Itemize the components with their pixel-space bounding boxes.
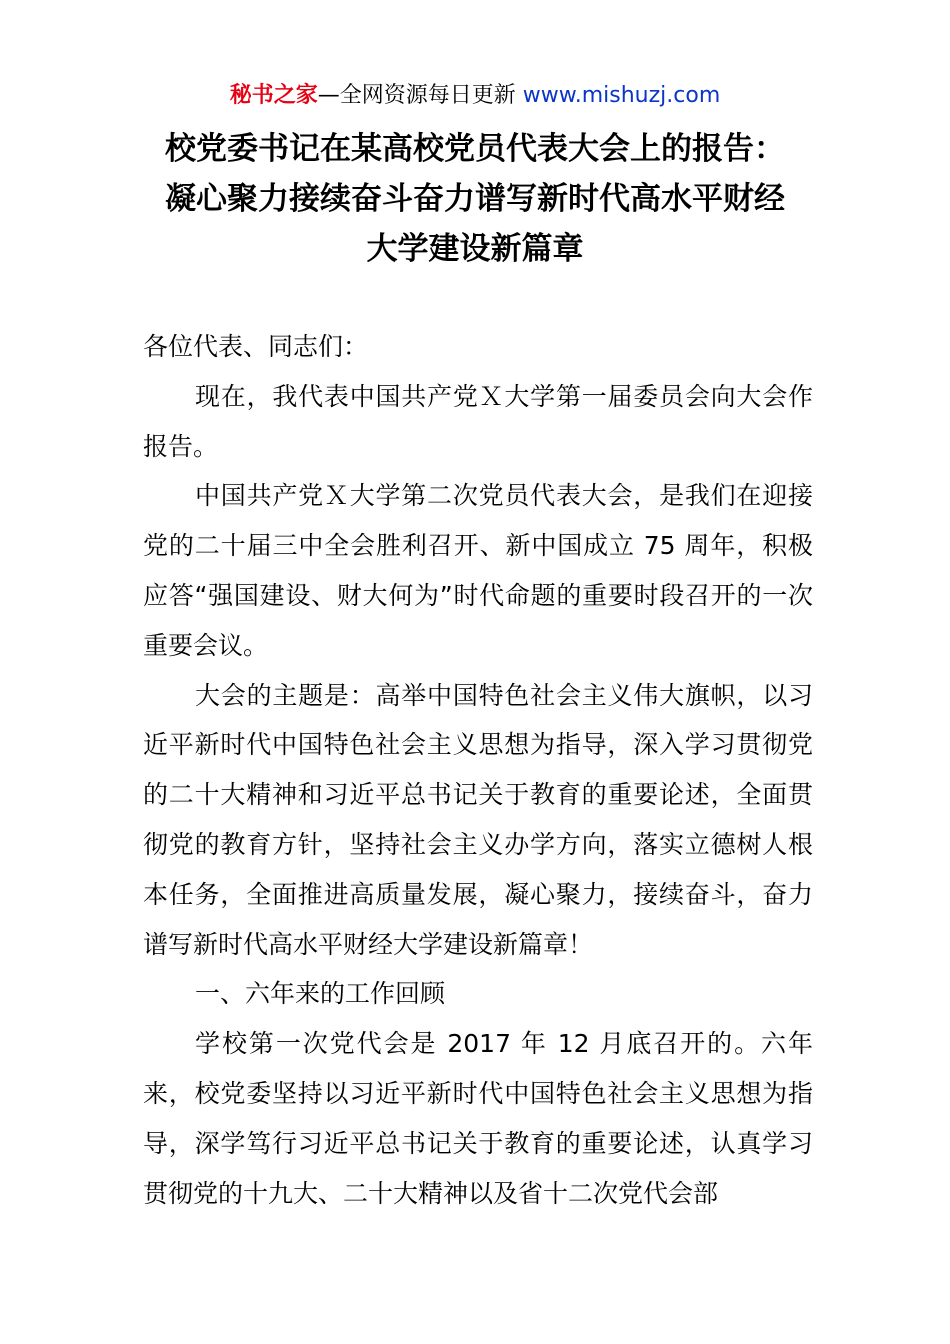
paragraph-1: 现在，我代表中国共产党Ｘ大学第一届委员会向大会作报告。 — [143, 381, 813, 461]
title-line-2: 凝心聚力接续奋斗奋力谱写新时代高水平财经 — [165, 181, 785, 217]
salutation: 各位代表、同志们： — [143, 332, 369, 361]
title-line-3: 大学建设新篇章 — [366, 231, 584, 267]
paragraph-2: 中国共产党Ｘ大学第二次党员代表大会，是我们在迎接党的二十届三中全会胜利召开、新中国成立 75 周年，积极应答“强国建设、财大何为”时代命题的重要时段召开的一次重要会议。 — [143, 481, 813, 660]
site-url-link[interactable]: www.mishuzj.com — [522, 83, 721, 108]
site-tagline: —全网资源每日更新 — [317, 83, 523, 108]
document-title — [120, 124, 830, 274]
document-body — [143, 322, 813, 1218]
site-header — [0, 80, 950, 112]
paragraph-4: 学校第一次党代会是 2017 年 12 月底召开的。六年来，校党委坚持以习近平新时代中国特色社会主义思想为指导，深学笃行习近平总书记关于教育的重要论述，认真学习贯彻党的十九大、二十大精神以及省十二次党代会部 — [143, 1029, 813, 1208]
title-line-1: 校党委书记在某高校党员代表大会上的报告： — [165, 131, 785, 167]
section-heading: 一、六年来的工作回顾 — [195, 979, 446, 1009]
paragraph-3: 大会的主题是：高举中国特色社会主义伟大旗帜，以习近平新时代中国特色社会主义思想为指导，深入学习贯彻党的二十大精神和习近平总书记关于教育的重要论述，全面贯彻党的教育方针，坚持社会主义办学方向，落实立德树人根本任务，全面推进高质量发展，凝心聚力，接续奋斗，奋力谱写新时代高水平财经大学建设新篇章！ — [143, 680, 813, 959]
site-name: 秘书之家 — [229, 83, 318, 108]
